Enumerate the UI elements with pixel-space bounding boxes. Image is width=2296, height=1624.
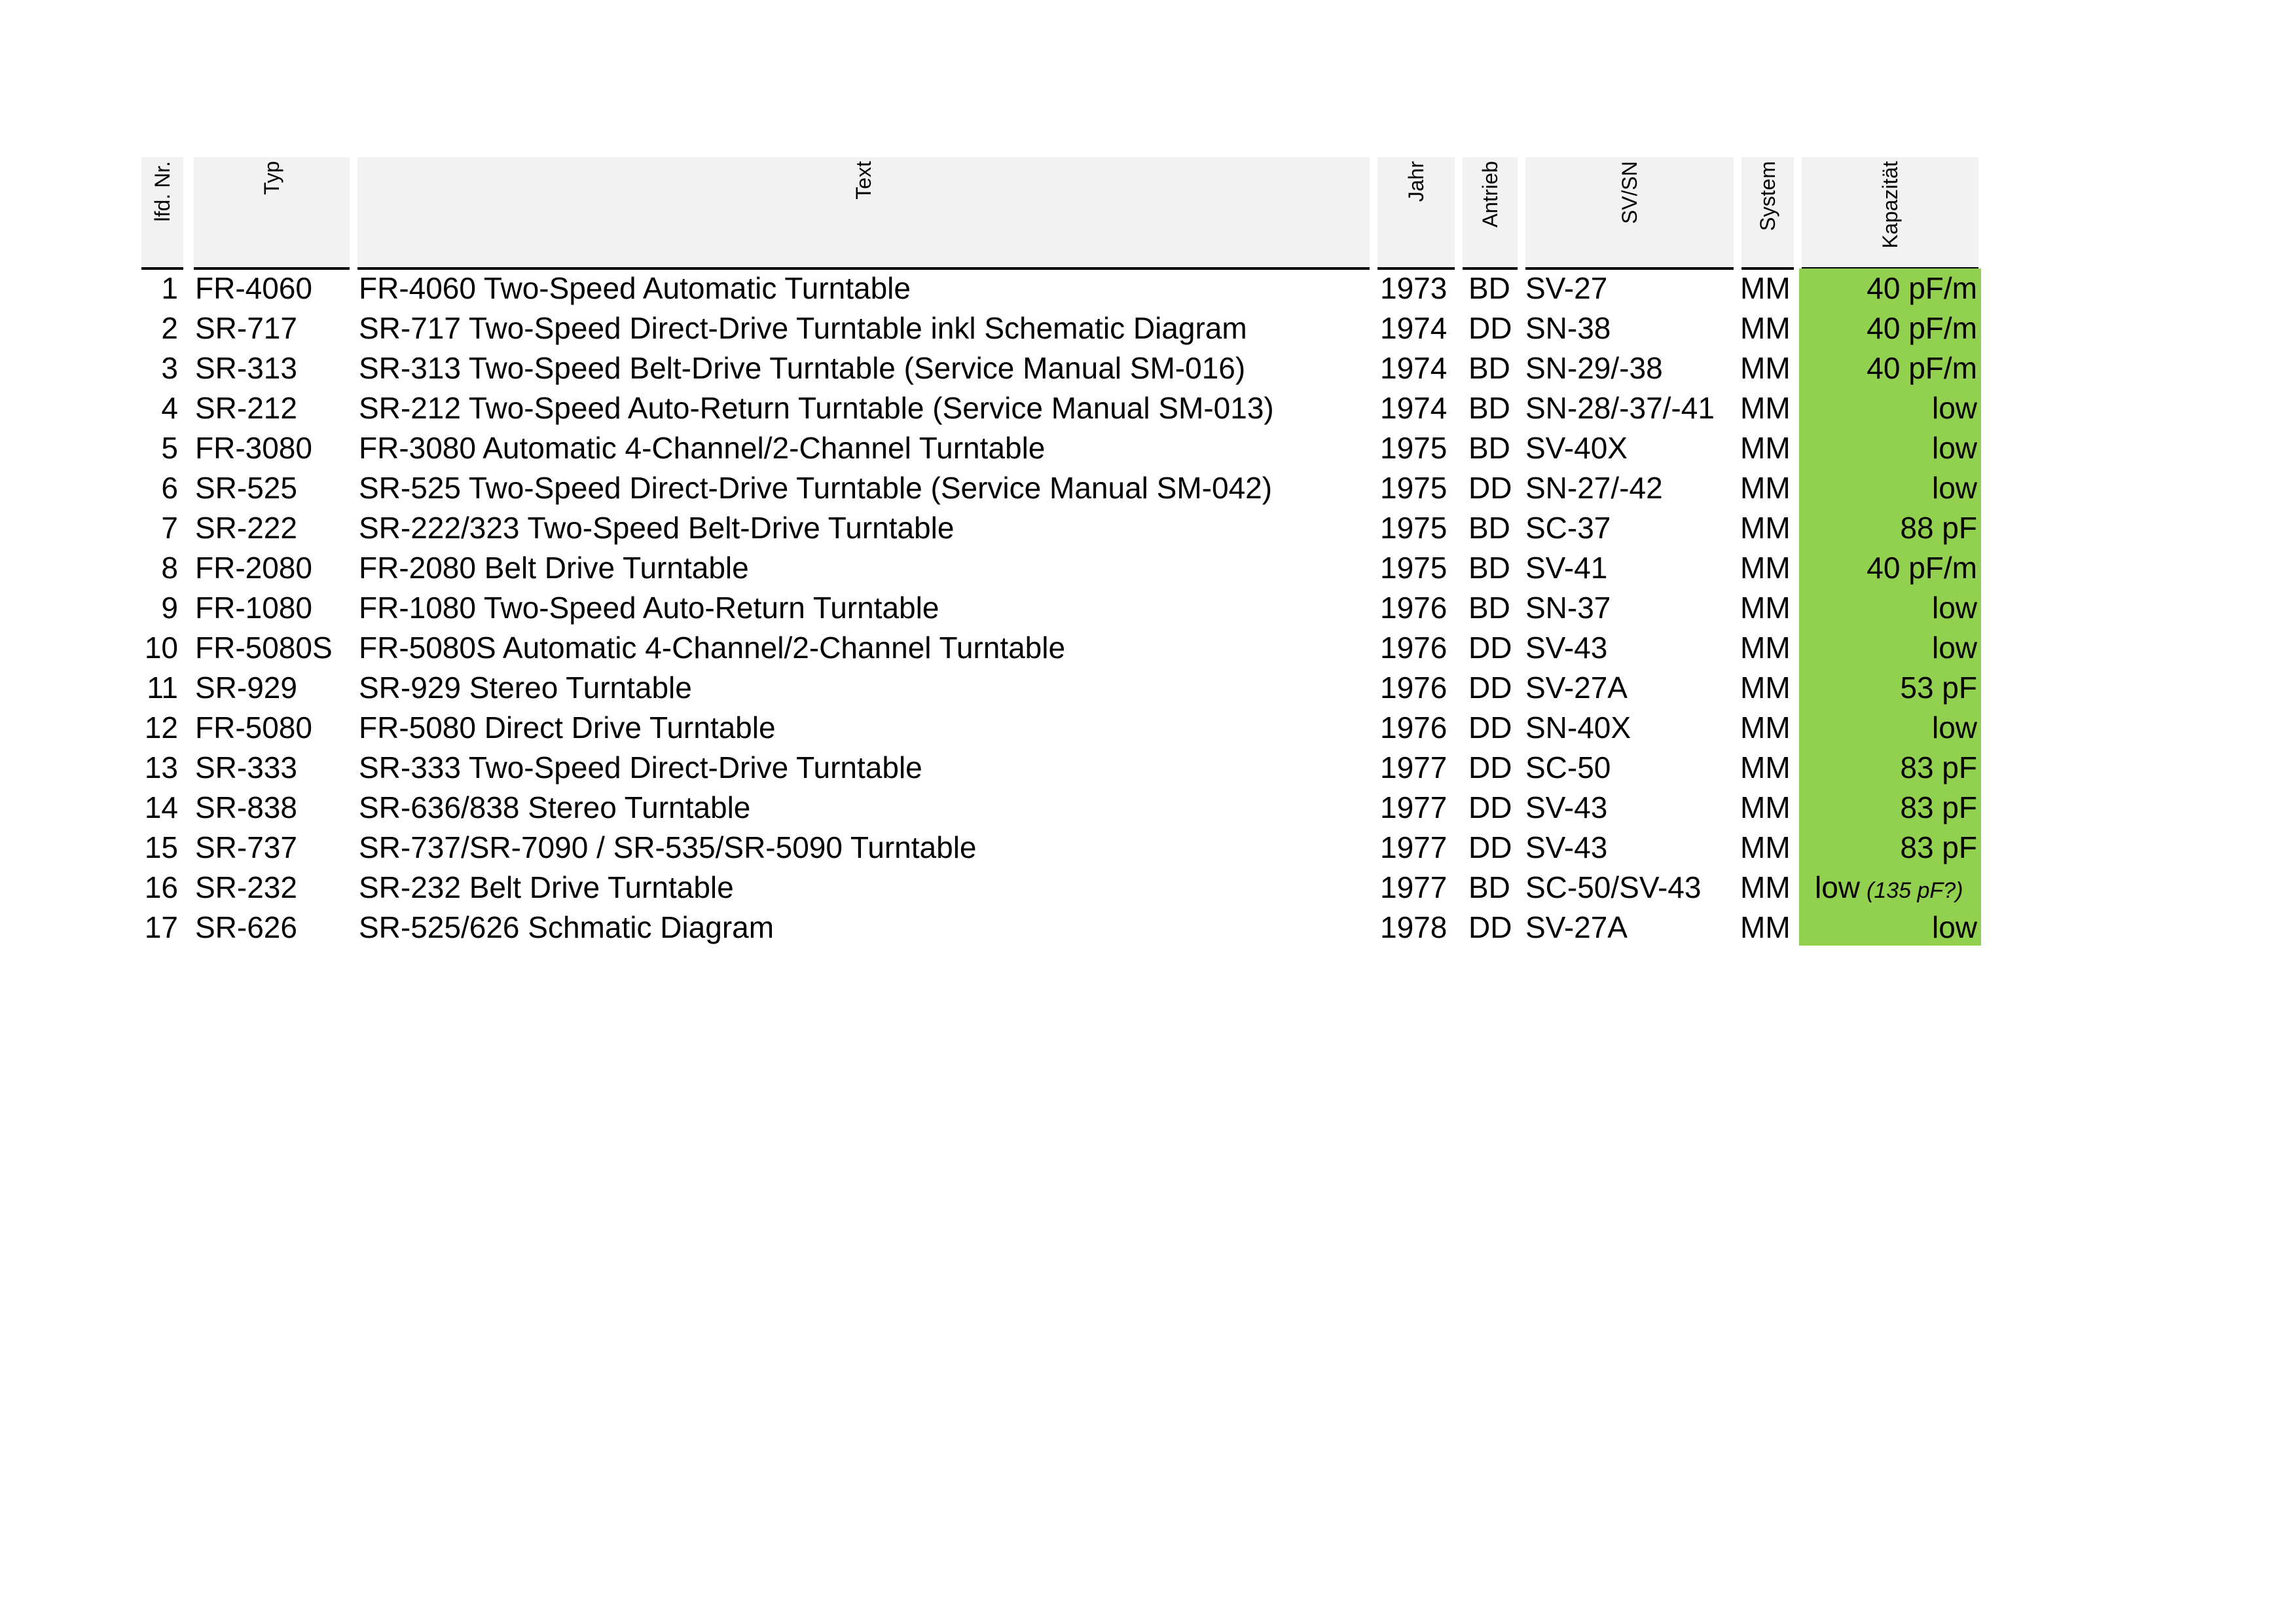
header-system-label: System: [1756, 161, 1779, 231]
table-row: [0, 748, 2296, 788]
header-sv: [1525, 157, 1734, 270]
row-kapazitaet: [1802, 788, 1977, 828]
table-row: [0, 588, 2296, 628]
row-kapazitaet: [1802, 388, 1977, 428]
row-typ: SR-232: [195, 870, 297, 904]
row-antrieb: BD: [1468, 271, 1510, 305]
row-system: MM: [1740, 671, 1791, 705]
row-kapazitaet: [1802, 908, 1977, 948]
row-kapazitaet: [1802, 868, 1977, 908]
row-system: MM: [1740, 551, 1791, 585]
row-jahr: 1975: [1380, 551, 1448, 585]
row-text: FR-5080S Automatic 4-Channel/2-Channel Turntable: [359, 631, 1066, 665]
row-kapazitaet: [1802, 588, 1977, 628]
row-system: MM: [1740, 431, 1791, 465]
table-row: [0, 908, 2296, 948]
row-number: 5: [161, 431, 178, 465]
row-kapazitaet-value: low: [1931, 910, 1977, 944]
row-number: 6: [161, 471, 178, 505]
row-text: SR-212 Two-Speed Auto-Return Turntable (Service Manual SM-013): [359, 391, 1274, 425]
row-jahr: 1976: [1380, 631, 1448, 665]
row-text: SR-636/838 Stereo Turntable: [359, 790, 751, 824]
row-kapazitaet-value: low: [1931, 471, 1977, 505]
table-row: [0, 548, 2296, 588]
row-typ: FR-1080: [195, 591, 312, 625]
row-antrieb: DD: [1468, 471, 1512, 505]
row-text: SR-525/626 Schmatic Diagram: [359, 910, 774, 944]
row-sv: SN-38: [1525, 311, 1611, 345]
row-sv: SV-41: [1525, 551, 1608, 585]
row-jahr: 1977: [1380, 790, 1448, 824]
row-kapazitaet-value: 40 pF/m: [1867, 311, 1977, 345]
row-kapazitaet: [1802, 348, 1977, 388]
row-typ: FR-2080: [195, 551, 312, 585]
header-antrieb-label: Antrieb: [1478, 161, 1502, 228]
row-jahr: 1976: [1380, 710, 1448, 745]
row-kapazitaet-value: low: [1931, 710, 1977, 745]
row-text: SR-717 Two-Speed Direct-Drive Turntable inkl Schematic Diagram: [359, 311, 1247, 345]
row-kapazitaet: [1802, 268, 1977, 308]
row-sv: SN-37: [1525, 591, 1611, 625]
row-jahr: 1978: [1380, 910, 1448, 944]
row-typ: SR-737: [195, 830, 297, 864]
row-jahr: 1975: [1380, 431, 1448, 465]
header-system: [1741, 157, 1794, 270]
row-system: MM: [1740, 870, 1791, 904]
row-kapazitaet: [1802, 468, 1977, 508]
row-text: SR-525 Two-Speed Direct-Drive Turntable (Service Manual SM-042): [359, 471, 1273, 505]
row-antrieb: BD: [1468, 391, 1510, 425]
table-row: [0, 868, 2296, 908]
row-jahr: 1975: [1380, 471, 1448, 505]
row-number: 2: [161, 311, 178, 345]
row-sv: SV-27A: [1525, 671, 1628, 705]
row-text: FR-2080 Belt Drive Turntable: [359, 551, 749, 585]
row-number: 8: [161, 551, 178, 585]
row-jahr: 1974: [1380, 311, 1448, 345]
row-kapazitaet-value: low: [1931, 631, 1977, 665]
row-text: SR-333 Two-Speed Direct-Drive Turntable: [359, 750, 922, 784]
row-system: MM: [1740, 750, 1791, 784]
row-typ: FR-4060: [195, 271, 312, 305]
row-text: SR-313 Two-Speed Belt-Drive Turntable (Service Manual SM-016): [359, 351, 1246, 385]
row-kapazitaet-value: low: [1815, 870, 1861, 904]
row-text: SR-929 Stereo Turntable: [359, 671, 692, 705]
row-typ: SR-626: [195, 910, 297, 944]
row-typ: SR-838: [195, 790, 297, 824]
row-antrieb: DD: [1468, 710, 1512, 745]
header-antrieb: [1463, 157, 1518, 270]
row-system: MM: [1740, 710, 1791, 745]
header-typ-label: Typ: [260, 161, 283, 195]
row-sv: SV-43: [1525, 830, 1608, 864]
row-sv: SV-40X: [1525, 431, 1628, 465]
row-antrieb: BD: [1468, 511, 1510, 545]
row-kapazitaet: [1802, 428, 1977, 468]
row-antrieb: DD: [1468, 750, 1512, 784]
row-kapazitaet: [1802, 508, 1977, 548]
header-jahr-label: Jahr: [1404, 161, 1428, 202]
row-kapazitaet: [1802, 308, 1977, 348]
row-kapazitaet: [1802, 668, 1977, 708]
row-jahr: 1974: [1380, 351, 1448, 385]
table-row: [0, 828, 2296, 868]
table-row: [0, 628, 2296, 668]
header-nr: [141, 157, 183, 270]
row-sv: SN-40X: [1525, 710, 1631, 745]
row-kapazitaet: [1802, 628, 1977, 668]
table-row: [0, 668, 2296, 708]
row-number: 15: [144, 830, 178, 864]
row-number: 10: [144, 631, 178, 665]
header-kap: [1802, 157, 1978, 270]
header-kap-label: Kapazität: [1878, 161, 1902, 249]
row-kapazitaet-value: 88 pF: [1900, 511, 1977, 545]
row-kapazitaet-value: low: [1931, 391, 1977, 425]
row-antrieb: BD: [1468, 551, 1510, 585]
header-text-label: Text: [852, 161, 875, 200]
row-typ: SR-222: [195, 511, 297, 545]
row-sv: SN-27/-42: [1525, 471, 1663, 505]
row-number: 17: [144, 910, 178, 944]
row-text: FR-4060 Two-Speed Automatic Turntable: [359, 271, 911, 305]
row-kapazitaet-value: low: [1931, 431, 1977, 465]
row-sv: SC-50/SV-43: [1525, 870, 1702, 904]
header-jahr: [1377, 157, 1455, 270]
row-kapazitaet: [1802, 828, 1977, 868]
row-kapazitaet-value: 40 pF/m: [1867, 271, 1977, 305]
row-typ: SR-313: [195, 351, 297, 385]
row-system: MM: [1740, 511, 1791, 545]
row-kapazitaet-value: low: [1931, 591, 1977, 625]
row-kapazitaet-value: 53 pF: [1900, 671, 1977, 705]
row-kapazitaet: [1802, 548, 1977, 588]
row-system: MM: [1740, 790, 1791, 824]
row-jahr: 1974: [1380, 391, 1448, 425]
row-typ: SR-525: [195, 471, 297, 505]
row-kapazitaet-note: (135 pF?): [1867, 878, 1963, 903]
row-system: MM: [1740, 830, 1791, 864]
row-system: MM: [1740, 391, 1791, 425]
row-kapazitaet: [1802, 708, 1977, 748]
row-antrieb: BD: [1468, 351, 1510, 385]
row-number: 9: [161, 591, 178, 625]
row-antrieb: BD: [1468, 870, 1510, 904]
row-antrieb: DD: [1468, 790, 1512, 824]
row-sv: SV-27: [1525, 271, 1608, 305]
row-typ: FR-3080: [195, 431, 312, 465]
row-jahr: 1977: [1380, 830, 1448, 864]
row-number: 1: [161, 271, 178, 305]
row-antrieb: DD: [1468, 830, 1512, 864]
row-number: 16: [144, 870, 178, 904]
row-antrieb: DD: [1468, 311, 1512, 345]
row-antrieb: DD: [1468, 631, 1512, 665]
row-jahr: 1975: [1380, 511, 1448, 545]
table-row: [0, 468, 2296, 508]
row-typ: SR-333: [195, 750, 297, 784]
table-row: [0, 708, 2296, 748]
table-row: [0, 788, 2296, 828]
row-text: SR-737/SR-7090 / SR-535/SR-5090 Turntable: [359, 830, 977, 864]
row-number: 4: [161, 391, 178, 425]
row-jahr: 1977: [1380, 870, 1448, 904]
row-sv: SN-28/-37/-41: [1525, 391, 1715, 425]
table-row: [0, 508, 2296, 548]
row-sv: SC-50: [1525, 750, 1611, 784]
header-nr-label: lfd. Nr.: [151, 161, 174, 222]
row-text: SR-232 Belt Drive Turntable: [359, 870, 734, 904]
row-jahr: 1976: [1380, 591, 1448, 625]
row-number: 7: [161, 511, 178, 545]
row-text: FR-1080 Two-Speed Auto-Return Turntable: [359, 591, 939, 625]
header-typ: [194, 157, 350, 270]
row-text: FR-3080 Automatic 4-Channel/2-Channel Turntable: [359, 431, 1046, 465]
row-system: MM: [1740, 591, 1791, 625]
header-sv-label: SV/SN: [1618, 161, 1641, 225]
row-system: MM: [1740, 471, 1791, 505]
row-number: 3: [161, 351, 178, 385]
row-system: MM: [1740, 351, 1791, 385]
row-sv: SN-29/-38: [1525, 351, 1663, 385]
row-jahr: 1976: [1380, 671, 1448, 705]
table-row: [0, 268, 2296, 308]
row-sv: SC-37: [1525, 511, 1611, 545]
row-sv: SV-43: [1525, 631, 1608, 665]
table-row: [0, 308, 2296, 348]
row-typ: FR-5080S: [195, 631, 333, 665]
row-sv: SV-43: [1525, 790, 1608, 824]
row-antrieb: DD: [1468, 671, 1512, 705]
row-sv: SV-27A: [1525, 910, 1628, 944]
row-kapazitaet-value: 83 pF: [1900, 790, 1977, 824]
row-system: MM: [1740, 271, 1791, 305]
row-system: MM: [1740, 311, 1791, 345]
row-kapazitaet-value: 83 pF: [1900, 830, 1977, 864]
row-typ: SR-929: [195, 671, 297, 705]
table-row: [0, 428, 2296, 468]
row-text: SR-222/323 Two-Speed Belt-Drive Turntable: [359, 511, 955, 545]
row-number: 13: [144, 750, 178, 784]
row-typ: SR-212: [195, 391, 297, 425]
row-antrieb: BD: [1468, 591, 1510, 625]
row-typ: FR-5080: [195, 710, 312, 745]
table-row: [0, 388, 2296, 428]
row-kapazitaet-value: 40 pF/m: [1867, 351, 1977, 385]
row-jahr: 1973: [1380, 271, 1448, 305]
row-number: 12: [144, 710, 178, 745]
row-typ: SR-717: [195, 311, 297, 345]
table-row: [0, 348, 2296, 388]
row-antrieb: DD: [1468, 910, 1512, 944]
row-text: FR-5080 Direct Drive Turntable: [359, 710, 776, 745]
row-system: MM: [1740, 910, 1791, 944]
header-text: [357, 157, 1370, 270]
row-number: 11: [147, 671, 178, 705]
row-number: 14: [144, 790, 178, 824]
row-antrieb: BD: [1468, 431, 1510, 465]
row-kapazitaet-value: 83 pF: [1900, 750, 1977, 784]
row-system: MM: [1740, 631, 1791, 665]
row-kapazitaet: [1802, 748, 1977, 788]
row-kapazitaet-value: 40 pF/m: [1867, 551, 1977, 585]
row-jahr: 1977: [1380, 750, 1448, 784]
